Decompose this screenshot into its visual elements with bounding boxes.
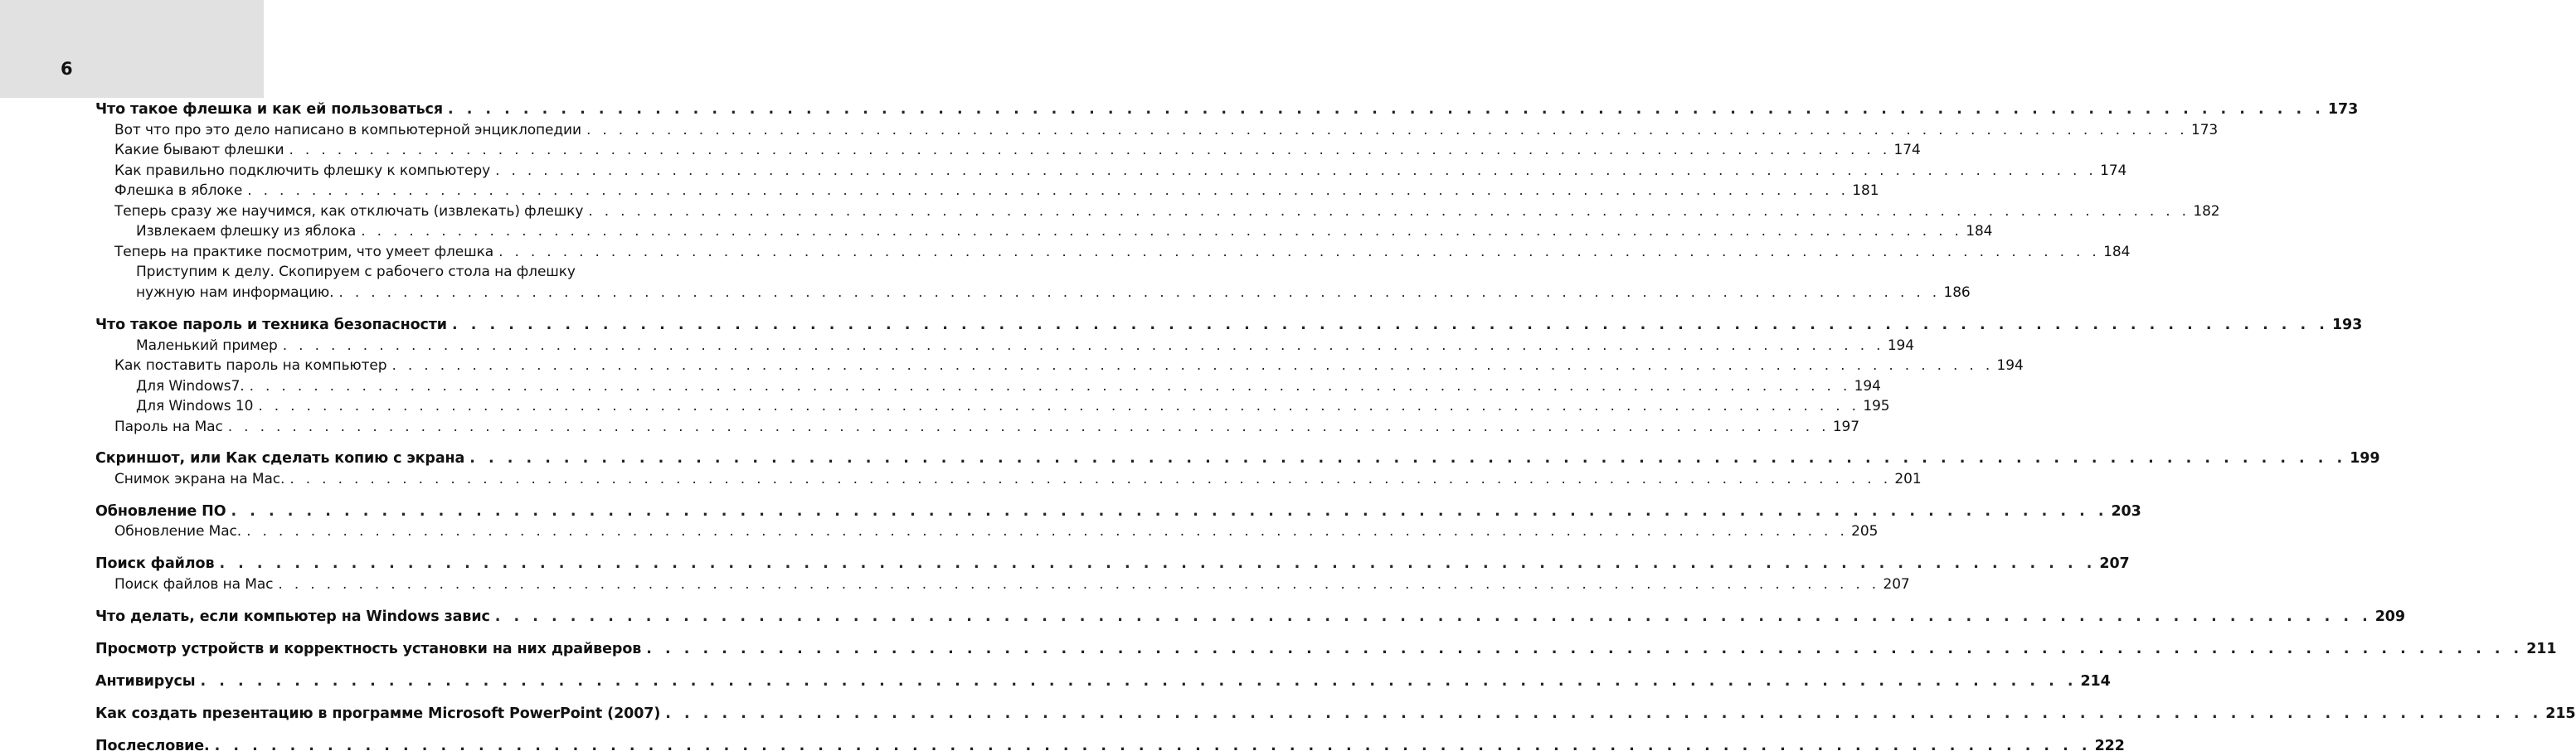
toc-leader-dots: . . . . . . . . . . . . . . . . . . . . . . . . . . . . . . . . . . . . . . . . . . . . . . . . . . . . . . . . . . . . . . . . . . . . . . . . . . . . . . . . . . . . . . . . . . . . . . . . . . . . <box>338 284 1941 301</box>
toc-entry-title: Скриншот, или Как сделать копию с экрана <box>95 450 465 467</box>
toc-entry-title: Извлекаем флешку из яблока <box>136 223 357 240</box>
page-number: 6 <box>61 59 73 79</box>
toc-entry <box>95 283 1971 303</box>
toc-leader-dots: . . . . . . . . . . . . . . . . . . . . . . . . . . . . . . . . . . . . . . . . . . . . . . . . . . . . . . . . . . . . . . . . . . . . . . . . . . . . . . . . . . . . . . . . . . . . . . . . . . . . <box>495 162 2097 179</box>
toc-leader-dots: . . . . . . . . . . . . . . . . . . . . . . . . . . . . . . . . . . . . . . . . . . . . . . . . . . . . . . . . . . . . . . . . . . . . . . . . . . . . . . . . . . . . . . . . . . . . . . . . . . . . <box>219 555 2097 572</box>
toc-leader-dots: . . . . . . . . . . . . . . . . . . . . . . . . . . . . . . . . . . . . . . . . . . . . . . . . . . . . . . . . . . . . . . . . . . . . . . . . . . . . . . . . . . . . . . . . . . . . . . . . . . . . <box>498 244 2101 260</box>
toc-leader-dots: . . . . . . . . . . . . . . . . . . . . . . . . . . . . . . . . . . . . . . . . . . . . . . . . . . . . . . . . . . . . . . . . . . . . . . . . . . . . . . . . . . . . . . . . . . . . . . . . . . . . <box>227 419 1830 435</box>
toc-entry <box>95 704 2576 724</box>
toc-entry <box>95 671 2111 691</box>
toc-leader-dots: . . . . . . . . . . . . . . . . . . . . . . . . . . . . . . . . . . . . . . . . . . . . . . . . . . . . . . . . . . . . . . . . . . . . . . . . . . . . . . . . . . . . . . . . . . . . . . . . . . . . <box>200 673 2078 690</box>
toc-entry-title: Что делать, если компьютер на Windows завис <box>95 608 490 625</box>
toc-entry-page: 184 <box>1966 223 1993 240</box>
toc-entry-title: Что такое флешка и как ей пользоваться <box>95 101 443 118</box>
toc-entry <box>95 639 2557 659</box>
toc-entry <box>95 99 2359 119</box>
toc-entry-title: Как поставить пароль на компьютер <box>114 357 387 374</box>
toc-entry <box>95 554 2130 574</box>
toc-entry <box>95 607 2405 627</box>
toc-leader-dots: . . . . . . . . . . . . . . . . . . . . . . . . . . . . . . . . . . . . . . . . . . . . . . . . . . . . . . . . . . . . . . . . . . . . . . . . . . . . . . . . . . . . . . . . . . . . . . . . . . . . <box>391 357 1994 374</box>
toc-entry-page: 174 <box>2100 162 2127 179</box>
toc-entry-title: Послесловие. <box>95 738 210 754</box>
toc-entry-page: 182 <box>2193 203 2220 220</box>
toc-entry <box>95 336 1914 356</box>
toc-entry-title-line: Приступим к делу. Скопируем с рабочего стола на флешку <box>136 264 576 280</box>
toc-leader-dots: . . . . . . . . . . . . . . . . . . . . . . . . . . . . . . . . . . . . . . . . . . . . . . . . . . . . . . . . . . . . . . . . . . . . . . . . . . . . . . . . . . . . . . . . . . . . . . . . . . . . <box>469 450 2347 467</box>
toc-entry-title: Обновление Mac. <box>114 523 242 540</box>
toc-entry <box>95 120 2219 140</box>
page-header-tab <box>0 0 264 98</box>
toc-entry-page: 205 <box>1851 523 1879 540</box>
toc-entry <box>95 376 1881 396</box>
toc-entry-page: 201 <box>1894 471 1922 487</box>
toc-entry <box>95 315 2363 335</box>
toc-entry-page: 199 <box>2350 450 2380 467</box>
toc-entry <box>95 736 2125 756</box>
toc-leader-dots: . . . . . . . . . . . . . . . . . . . . . . . . . . . . . . . . . . . . . . . . . . . . . . . . . . . . . . . . . . . . . . . . . . . . . . . . . . . . . . . . . . . . . . . . . . . . . . . . . . . . <box>214 738 2092 754</box>
toc-entry-title: Просмотр устройств и корректность установки на них драйверов <box>95 641 642 657</box>
toc-leader-dots: . . . . . . . . . . . . . . . . . . . . . . . . . . . . . . . . . . . . . . . . . . . . . . . . . . . . . . . . . . . . . . . . . . . . . . . . . . . . . . . . . . . . . . . . . . . . . . . . . . . . <box>494 608 2372 625</box>
toc-entry <box>95 469 1922 489</box>
toc-entry-page: 207 <box>1883 576 1910 593</box>
toc-entry <box>95 396 1890 416</box>
toc-entry-page: 194 <box>1887 337 1914 354</box>
toc-entry-title: Поиск файлов на Mac <box>114 576 274 593</box>
toc-leader-dots: . . . . . . . . . . . . . . . . . . . . . . . . . . . . . . . . . . . . . . . . . . . . . . . . . . . . . . . . . . . . . . . . . . . . . . . . . . . . . . . . . . . . . . . . . . . . . . . . . . . . <box>361 223 1963 240</box>
toc-entry-title: Обновление ПО <box>95 503 226 520</box>
toc-entry <box>95 181 1879 201</box>
toc-entry <box>95 161 2127 181</box>
toc-entry-page: 215 <box>2545 705 2576 722</box>
toc-leader-dots: . . . . . . . . . . . . . . . . . . . . . . . . . . . . . . . . . . . . . . . . . . . . . . . . . . . . . . . . . . . . . . . . . . . . . . . . . . . . . . . . . . . . . . . . . . . . . . . . . . . . <box>586 122 2188 138</box>
toc-entry-title: Теперь на практике посмотрим, что умеет флешка <box>114 244 494 260</box>
toc-entry-title: Что такое пароль и техника безопасности <box>95 317 447 333</box>
toc-leader-dots: . . . . . . . . . . . . . . . . . . . . . . . . . . . . . . . . . . . . . . . . . . . . . . . . . . . . . . . . . . . . . . . . . . . . . . . . . . . . . . . . . . . . . . . . . . . . . . . . . . . . <box>588 203 2190 220</box>
toc-entry-page: 173 <box>2327 101 2359 118</box>
toc-entry-title: Маленький пример <box>136 337 278 354</box>
toc-entry <box>95 574 1910 594</box>
toc-entry <box>95 521 1879 541</box>
toc-entry-title: Для Windows 10 <box>136 398 254 414</box>
toc-leader-dots: . . . . . . . . . . . . . . . . . . . . . . . . . . . . . . . . . . . . . . . . . . . . . . . . . . . . . . . . . . . . . . . . . . . . . . . . . . . . . . . . . . . . . . . . . . . . . . . . . . . . <box>249 378 1851 395</box>
toc-leader-dots: . . . . . . . . . . . . . . . . . . . . . . . . . . . . . . . . . . . . . . . . . . . . . . . . . . . . . . . . . . . . . . . . . . . . . . . . . . . . . . . . . . . . . . . . . . . . . . . . . . . . <box>246 523 1849 540</box>
toc-entry-title: Вот что про это дело написано в компьютерной энциклопедии <box>114 122 581 138</box>
toc-entry-page: 211 <box>2526 641 2557 657</box>
toc-entry-page: 195 <box>1863 398 1890 414</box>
toc-entry-page: 214 <box>2080 673 2111 690</box>
toc-entry-title: Какие бывают флешки <box>114 142 284 158</box>
toc-entry-page: 194 <box>1854 378 1881 395</box>
toc-entry <box>95 201 2220 221</box>
toc-leader-dots: . . . . . . . . . . . . . . . . . . . . . . . . . . . . . . . . . . . . . . . . . . . . . . . . . . . . . . . . . . . . . . . . . . . . . . . . . . . . . . . . . . . . . . . . . . . . . . . . . . . . <box>289 142 1891 158</box>
toc-entry-title: Пароль на Mac <box>114 419 223 435</box>
toc-leader-dots: . . . . . . . . . . . . . . . . . . . . . . . . . . . . . . . . . . . . . . . . . . . . . . . . . . . . . . . . . . . . . . . . . . . . . . . . . . . . . . . . . . . . . . . . . . . . . . . . . . . . <box>231 503 2108 520</box>
toc-entry-page: 186 <box>1943 284 1971 301</box>
toc-leader-dots: . . . . . . . . . . . . . . . . . . . . . . . . . . . . . . . . . . . . . . . . . . . . . . . . . . . . . . . . . . . . . . . . . . . . . . . . . . . . . . . . . . . . . . . . . . . . . . . . . . . . <box>282 337 1884 354</box>
toc-entry <box>95 502 2141 521</box>
toc-entry-page: 181 <box>1852 182 1879 199</box>
toc-entry-page: 209 <box>2374 608 2405 625</box>
toc-entry-title: нужную нам информацию. <box>136 284 334 301</box>
toc-entry-page: 193 <box>2331 317 2363 333</box>
toc-entry <box>95 448 2380 468</box>
toc-entry-title: Флешка в яблоке <box>114 182 243 199</box>
toc-leader-dots: . . . . . . . . . . . . . . . . . . . . . . . . . . . . . . . . . . . . . . . . . . . . . . . . . . . . . . . . . . . . . . . . . . . . . . . . . . . . . . . . . . . . . . . . . . . . . . . . . . . . <box>665 705 2543 722</box>
toc-leader-dots: . . . . . . . . . . . . . . . . . . . . . . . . . . . . . . . . . . . . . . . . . . . . . . . . . . . . . . . . . . . . . . . . . . . . . . . . . . . . . . . . . . . . . . . . . . . . . . . . . . . . <box>646 641 2524 657</box>
toc-entry-title: Как создать презентацию в программе Microsoft PowerPoint (2007) <box>95 705 661 722</box>
toc-entry-page: 203 <box>2111 503 2141 520</box>
toc-leader-dots: . . . . . . . . . . . . . . . . . . . . . . . . . . . . . . . . . . . . . . . . . . . . . . . . . . . . . . . . . . . . . . . . . . . . . . . . . . . . . . . . . . . . . . . . . . . . . . . . . . . . <box>289 471 1892 487</box>
toc-entry-title: Снимок экрана на Mac. <box>114 471 285 487</box>
toc-entry-title: Поиск файлов <box>95 555 215 572</box>
toc-entry <box>95 242 2131 262</box>
toc-entry-title: Теперь сразу же научимся, как отключать (извлекать) флешку <box>114 203 584 220</box>
toc-entry <box>95 221 1993 241</box>
toc-entry-page: 222 <box>2094 738 2125 754</box>
toc-entry-page: 174 <box>1893 142 1921 158</box>
toc-leader-dots: . . . . . . . . . . . . . . . . . . . . . . . . . . . . . . . . . . . . . . . . . . . . . . . . . . . . . . . . . . . . . . . . . . . . . . . . . . . . . . . . . . . . . . . . . . . . . . . . . . . . <box>278 576 1880 593</box>
toc-entry <box>95 140 1921 160</box>
toc-entry-title: Как правильно подключить флешку к компьютеру <box>114 162 491 179</box>
toc-entry-page: 207 <box>2099 555 2130 572</box>
toc-entry-page: 173 <box>2191 122 2219 138</box>
toc-entry-page: 197 <box>1832 419 1859 435</box>
toc-leader-dots: . . . . . . . . . . . . . . . . . . . . . . . . . . . . . . . . . . . . . . . . . . . . . . . . . . . . . . . . . . . . . . . . . . . . . . . . . . . . . . . . . . . . . . . . . . . . . . . . . . . . <box>447 101 2325 118</box>
toc-entry-title: Для Windows7. <box>136 378 245 395</box>
toc-leader-dots: . . . . . . . . . . . . . . . . . . . . . . . . . . . . . . . . . . . . . . . . . . . . . . . . . . . . . . . . . . . . . . . . . . . . . . . . . . . . . . . . . . . . . . . . . . . . . . . . . . . . <box>247 182 1849 199</box>
toc-leader-dots: . . . . . . . . . . . . . . . . . . . . . . . . . . . . . . . . . . . . . . . . . . . . . . . . . . . . . . . . . . . . . . . . . . . . . . . . . . . . . . . . . . . . . . . . . . . . . . . . . . . . <box>258 398 1860 414</box>
toc-entry <box>95 417 1859 437</box>
toc-entry-title: Антивирусы <box>95 673 196 690</box>
toc-entry <box>95 356 2024 376</box>
toc-entry-page: 184 <box>2103 244 2131 260</box>
toc-entry-page: 194 <box>1996 357 2024 374</box>
toc-leader-dots: . . . . . . . . . . . . . . . . . . . . . . . . . . . . . . . . . . . . . . . . . . . . . . . . . . . . . . . . . . . . . . . . . . . . . . . . . . . . . . . . . . . . . . . . . . . . . . . . . . . . <box>451 317 2329 333</box>
